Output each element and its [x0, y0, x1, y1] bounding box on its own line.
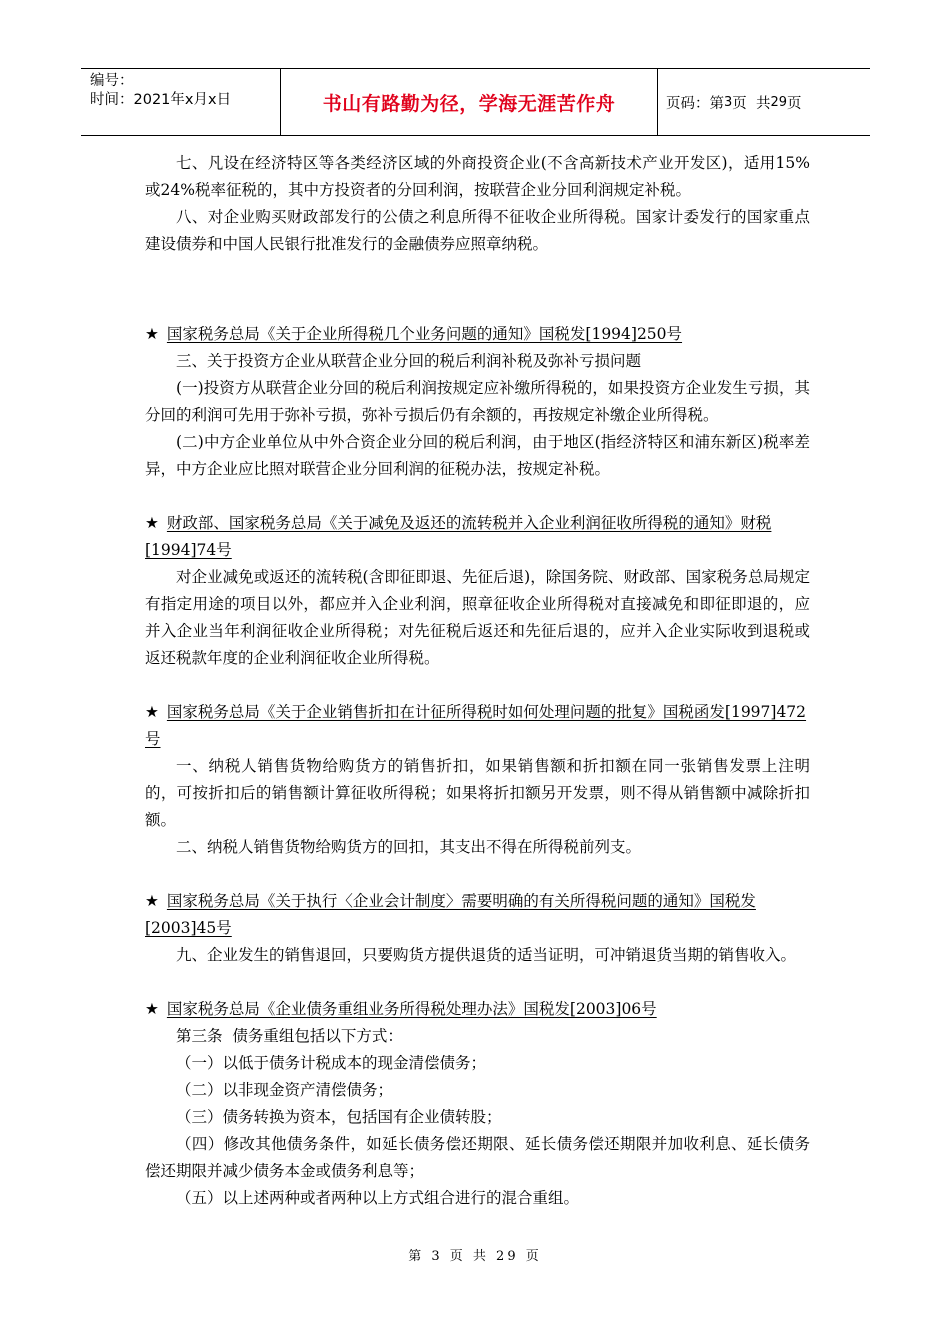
paragraph: 八、对企业购买财政部发行的公债之利息所得不征收企业所得税。国家计委发行的国家重点建设债券和中国人民银行批准发行的金融债券应照章纳税。 [145, 208, 810, 253]
star-icon: ★ [145, 892, 159, 910]
paragraph: 七、凡设在经济特区等各类经济区域的外商投资企业(不含高新技术产业开发区)，适用15%或24%税率征税的，其中方投资者的分回利润，按联营企业分回利润规定补税。 [145, 154, 810, 199]
star-icon: ★ [145, 514, 159, 532]
list-item: （一）以低于债务计税成本的现金清偿债务； [176, 1054, 487, 1072]
paragraph: 二、纳税人销售货物给购货方的回扣，其支出不得在所得税前列支。 [176, 838, 642, 856]
paragraph: 一、纳税人销售货物给购货方的销售折扣，如果销售额和折扣额在同一张销售发票上注明的，可按折扣后的销售额计算征收所得税；如果将折扣额另开发票，则不得从销售额中减除折扣额。 [145, 757, 810, 829]
header-page-number [658, 69, 870, 135]
section-2 [145, 510, 810, 672]
paragraph: 九、企业发生的销售退回，只要购货方提供退货的适当证明，可冲销退货当期的销售收入。 [176, 946, 797, 964]
list-item: （二）以非现金资产清偿债务； [176, 1081, 394, 1099]
header-motto: 书山有路勤为径，学海无涯苦作舟 [281, 69, 658, 135]
paragraph: 三、关于投资方企业从联营企业分回的税后利润补税及弥补亏损问题 [176, 352, 642, 370]
star-icon: ★ [145, 1000, 159, 1018]
list-item: （四）修改其他债务条件，如延长债务偿还期限、延长债务偿还期限并加收利息、延长债务偿还期限并减少债务本金或债务利息等； [145, 1135, 810, 1180]
paragraph: (二)中方企业单位从中外合资企业分回的税后利润，由于地区(指经济特区和浦东新区)税率差异，中方企业应比照对联营企业分回利润的征税办法，按规定补税。 [145, 433, 810, 478]
star-icon: ★ [145, 325, 159, 343]
paragraph: 第三条 债务重组包括以下方式： [176, 1027, 403, 1045]
page-prefix: 页码：第 [666, 95, 724, 112]
page-total: 29 [770, 94, 788, 110]
paragraph: (一)投资方从联营企业分回的税后利润按规定应补缴所得税的，如果投资方企业发生亏损，其分回的利润可先用于弥补亏损，弥补亏损后仍有余额的，再按规定补缴企业所得税。 [145, 379, 810, 424]
star-icon: ★ [145, 703, 159, 721]
section-heading [145, 699, 810, 753]
regulation-title: 国家税务总局《关于执行〈企业会计制度〉需要明确的有关所得税问题的通知》国税发[2003]45号 [145, 892, 756, 937]
section-heading [145, 510, 810, 564]
list-item: （三）债务转换为资本，包括国有企业债转股； [176, 1108, 502, 1126]
serial-label: 编号： [90, 73, 134, 89]
regulation-title: 国家税务总局《关于企业销售折扣在计征所得税时如何处理问题的批复》国税函发[1997]472号 [145, 703, 807, 748]
section-3 [145, 699, 810, 861]
section-heading [145, 321, 810, 348]
section-4 [145, 888, 810, 969]
section-5 [145, 996, 810, 1212]
paragraph: 对企业减免或返还的流转税(含即征即退、先征后退)，除国务院、财政部、国家税务总局规定有指定用途的项目以外，都应并入企业利润，照章征收企业所得税对直接减免和即征即退的，应并入企业当年利润征收企业所得税；对先征税后返还和先征后退的，应并入企业实际收到退税或返还税款年度的企业利润征收企业所得税。 [145, 568, 810, 667]
regulation-title: 国家税务总局《企业债务重组业务所得税处理办法》国税发[2003]06号 [166, 1000, 657, 1018]
regulation-title: 财政部、国家税务总局《关于减免及返还的流转税并入企业利润征收所得税的通知》财税[1994]74号 [145, 514, 772, 559]
page-current: 3 [724, 94, 733, 110]
regulation-title: 国家税务总局《关于企业所得税几个业务问题的通知》国税发[1994]250号 [166, 325, 683, 343]
document-body [145, 150, 810, 1212]
header-meta [81, 69, 281, 135]
section-1 [145, 321, 810, 483]
list-item: （五）以上述两种或者两种以上方式组合进行的混合重组。 [176, 1189, 580, 1207]
page-footer: 第 3 页 共 29 页 [408, 1249, 542, 1264]
page-mid: 页 共 [732, 95, 771, 112]
section-heading [145, 888, 810, 942]
section-heading [145, 996, 810, 1023]
page-header [81, 68, 870, 136]
date-line: 时间：2021年x月x日 [90, 92, 232, 108]
page-suffix: 页 [787, 95, 802, 112]
